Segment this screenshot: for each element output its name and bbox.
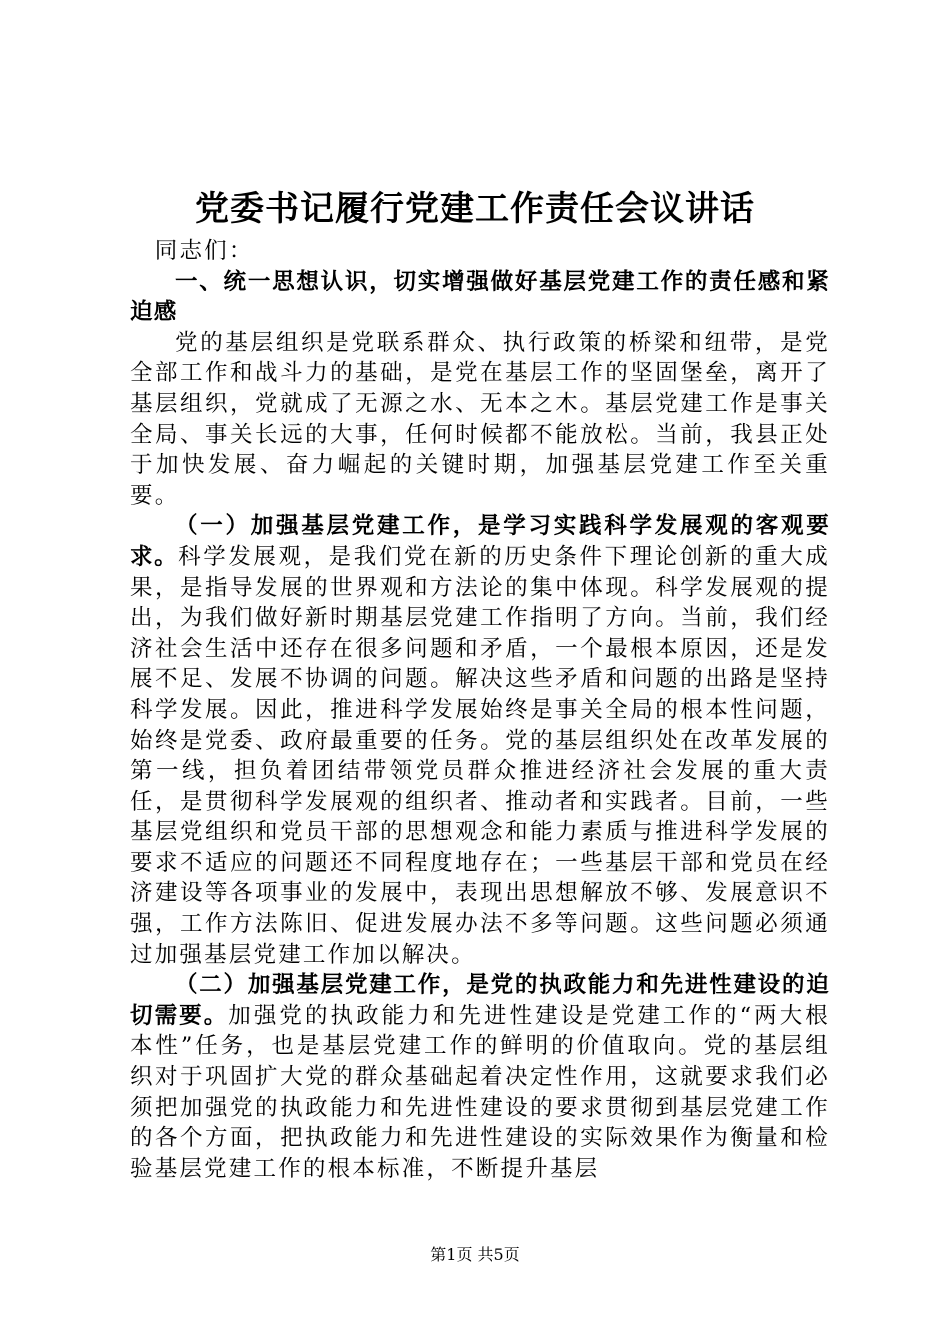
greeting: 同志们： bbox=[154, 238, 254, 264]
paragraph-2 bbox=[130, 511, 830, 970]
paragraph-3-lead: （二）加强基层党建工作，是党的执政能力和先进性建设的迫切需要。 bbox=[130, 972, 830, 1029]
section-heading-1: 一、统一思想认识，切实增强做好基层党建工作的责任感和紧迫感 bbox=[130, 268, 830, 326]
paragraph-2-lead: （一）加强基层党建工作，是学习实践科学发展观的客观要求。 bbox=[130, 513, 830, 570]
document-title: 党委书记履行党建工作责任会议讲话 bbox=[195, 189, 755, 229]
paragraph-1: 党的基层组织是党联系群众、执行政策的桥梁和纽带，是党全部工作和战斗力的基础，是党在基层工作的坚固堡垒，离开了基层组织，党就成了无源之水、无本之木。基层党建工作是事关全局、事关长远的大事，任何时候都不能放松。当前，我县正处于加快发展、奋力崛起的关键时期，加强基层党建工作至关重要。 bbox=[130, 329, 830, 509]
paragraph-3-text: 加强党的执政能力和先进性建设是党建工作的“两大根本性”任务，也是基层党建工作的鲜明的价值取向。党的基层组织对于巩固扩大党的群众基础起着决定性作用，这就要求我们必须把加强党的执政能力和先进性建设的要求贯彻到基层党建工作的各个方面，把执政能力和先进性建设的实际效果作为衡量和检验基层党建工作的根本标准，不断提升基层 bbox=[130, 1002, 830, 1182]
document-body bbox=[130, 236, 830, 1184]
page-footer: 第1页 共5页 bbox=[430, 1245, 520, 1264]
paragraph-2-text: 科学发展观，是我们党在新的历史条件下理论创新的重大成果，是指导发展的世界观和方法论的集中体现。科学发展观的提出，为我们做好新时期基层党建工作指明了方向。当前，我们经济社会生活中还存在很多问题和矛盾，一个最根本原因，还是发展不足、发展不协调的问题。解决这些矛盾和问题的出路是坚持科学发展。因此，推进科学发展始终是事关全局的根本性问题，始终是党委、政府最重要的任务。党的基层组织处在改革发展的第一线，担负着团结带领党员群众推进经济社会发展的重大责任，是贯彻科学发展观的组织者、推动者和实践者。目前，一些基层党组织和党员干部的思想观念和能力素质与推进科学发展的要求不适应的问题还不同程度地存在；一些基层干部和党员在经济建设等各项事业的发展中，表现出思想解放不够、发展意识不强，工作方法陈旧、促进发展办法不多等问题。这些问题必须通过加强基层党建工作加以解决。 bbox=[130, 543, 830, 968]
paragraph-3 bbox=[130, 970, 830, 1184]
